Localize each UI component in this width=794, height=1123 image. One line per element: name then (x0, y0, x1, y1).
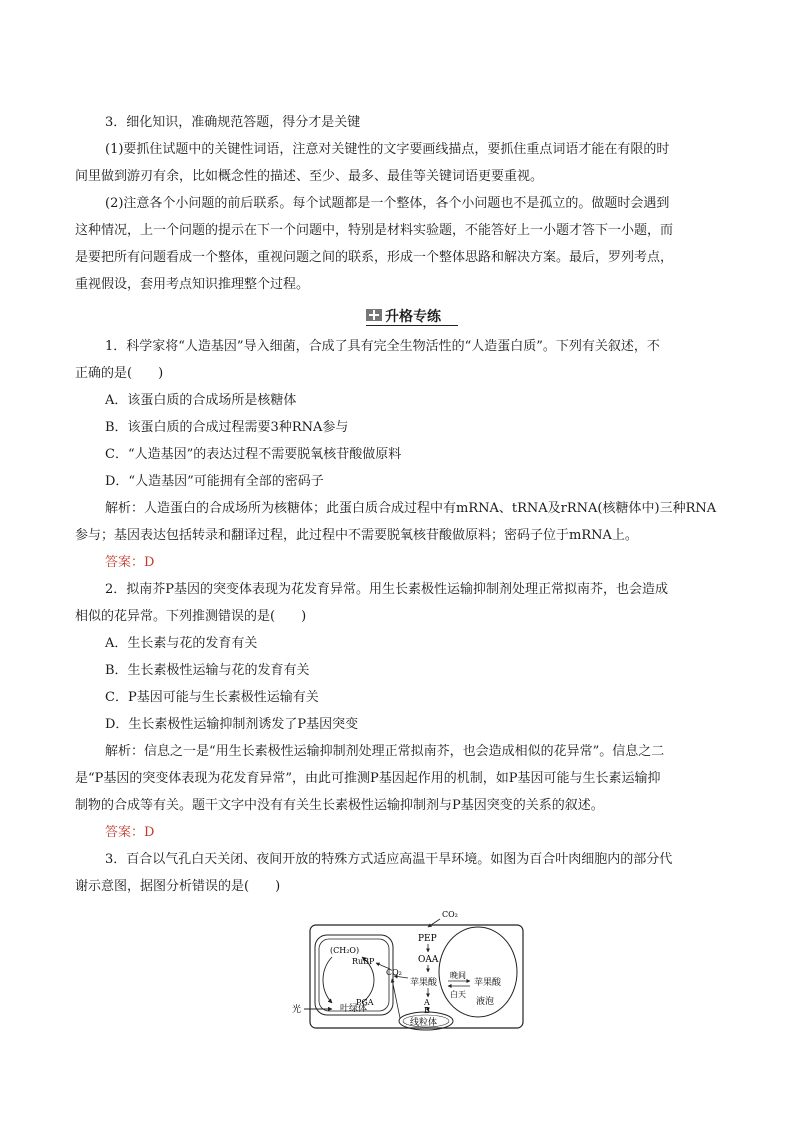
pep-label: PEP (418, 934, 437, 944)
option-b: B．生长素极性运输与花的发育有关 (105, 663, 310, 678)
analysis-text: 制物的合成等有关。题干文字中没有有关生长素极性运输抑制剂与P基因突变的关系的叙述。 (75, 798, 604, 813)
title-underline (366, 325, 458, 326)
option-c: C．P基因可能与生长素极性运输有关 (105, 690, 319, 705)
paragraph-line: 这种情况，上一个问题的提示在下一个问题中，特别是材料实验题，不能答好上一小题才答下一小题，而 (75, 223, 674, 238)
vacuole-label: 液泡 (476, 997, 495, 1007)
pga-label: PGA (356, 998, 374, 1007)
answer-text: 答案：D (105, 555, 155, 570)
plus-icon (366, 309, 382, 321)
ch2o-label: (CH₂O) (330, 946, 360, 955)
option-d: D．“人造基因”可能拥有全部的密码子 (105, 474, 324, 489)
night-label: 晚间 (450, 971, 466, 980)
question-stem: 谢示意图，据图分析错误的是( ) (75, 879, 281, 894)
malic-acid-label: 苹果酸 (410, 978, 438, 988)
question-stem: 2．拟南芥P基因的突变体表现为花发育异常。用生长素极性运输抑制剂处理正常拟南芥，也会造成 (105, 582, 669, 597)
section-heading: 3．细化知识，准确规范答题，得分才是关键 (105, 115, 361, 130)
chloroplast-label: 叶绿体 (340, 1004, 368, 1014)
paragraph-line: 间里做到游刃有余，比如概念性的描述、至少、最多、最佳等关键词语更要重视。 (75, 169, 544, 184)
rubp-label: RuBP (352, 957, 375, 966)
section-banner (366, 305, 458, 325)
cycle-arrow-left (323, 957, 332, 1003)
metabolism-diagram (290, 905, 530, 1035)
mitochondrion-label: 线粒体 (410, 1018, 438, 1028)
option-a: A．生长素与花的发育有关 (105, 636, 258, 651)
a-label: A (424, 998, 430, 1007)
paragraph-line: (1)要抓住试题中的关键性词语，注意对关键性的文字要画线描点，要抓住重点词语才能在有限的时 (105, 142, 670, 157)
paragraph-line: 重视假设，套用考点知识推理整个过程。 (75, 277, 310, 292)
answer-text: 答案：D (105, 825, 155, 840)
option-b: B．该蛋白质的合成过程需要3种RNA参与 (105, 420, 349, 435)
co2-mid-label: CO₂ (386, 968, 402, 977)
light-label: 光 (292, 1005, 302, 1015)
malic-acid-vacuole-label: 苹果酸 (474, 978, 502, 988)
option-a: A．该蛋白质的合成场所是核糖体 (105, 393, 297, 408)
analysis-text: 解析：人造蛋白的合成场所为核糖体；此蛋白质合成过程中有mRNA、tRNA及rRNA(核糖体中)三种RNA (105, 501, 717, 516)
co2-top-arrow (428, 919, 440, 927)
analysis-text: 参与；基因表达包括转录和翻译过程，此过程中不需要脱氧核苷酸做原料；密码子位于mRNA上。 (75, 528, 638, 543)
b-label: B (424, 1006, 430, 1015)
question-stem: 相似的花异常。下列推测错误的是( ) (75, 609, 307, 624)
co2-top-label: CO₂ (442, 910, 458, 919)
option-c: C．“人造基因”的表达过程不需要脱氧核苷酸做原料 (105, 447, 402, 462)
oaa-label: OAA (418, 955, 439, 965)
section-title: 升格专练 (385, 309, 441, 325)
day-label: 白天 (450, 990, 466, 999)
paragraph-line: 是要把所有问题看成一个整体，重视问题之间的联系，形成一个整体思路和解决方案。最后，罗列考点， (75, 250, 674, 265)
analysis-text: 是“P基因的突变体表现为花发育异常”，由此可推测P基因起作用的机制，如P基因可能与生长素运输抑 (75, 771, 661, 786)
paragraph-line: (2)注意各个小问题的前后联系。每个试题都是一个整体，各个小问题也不是孤立的。做题时会遇到 (105, 196, 670, 211)
question-stem: 正确的是( ) (75, 366, 164, 381)
option-d: D．生长素极性运输抑制剂诱发了P基因突变 (105, 717, 359, 732)
question-stem: 3．百合以气孔白天关闭、夜间开放的特殊方式适应高温干旱环境。如图为百合叶肉细胞内的部分代 (105, 852, 673, 867)
analysis-text: 解析：信息之一是“用生长素极性运输抑制剂处理正常拟南芥，也会造成相似的花异常”。信息之二 (105, 744, 665, 759)
question-stem: 1．科学家将“人造基因”导入细菌，合成了具有完全生物活性的“人造蛋白质”。下列有关叙述，不 (105, 339, 660, 354)
